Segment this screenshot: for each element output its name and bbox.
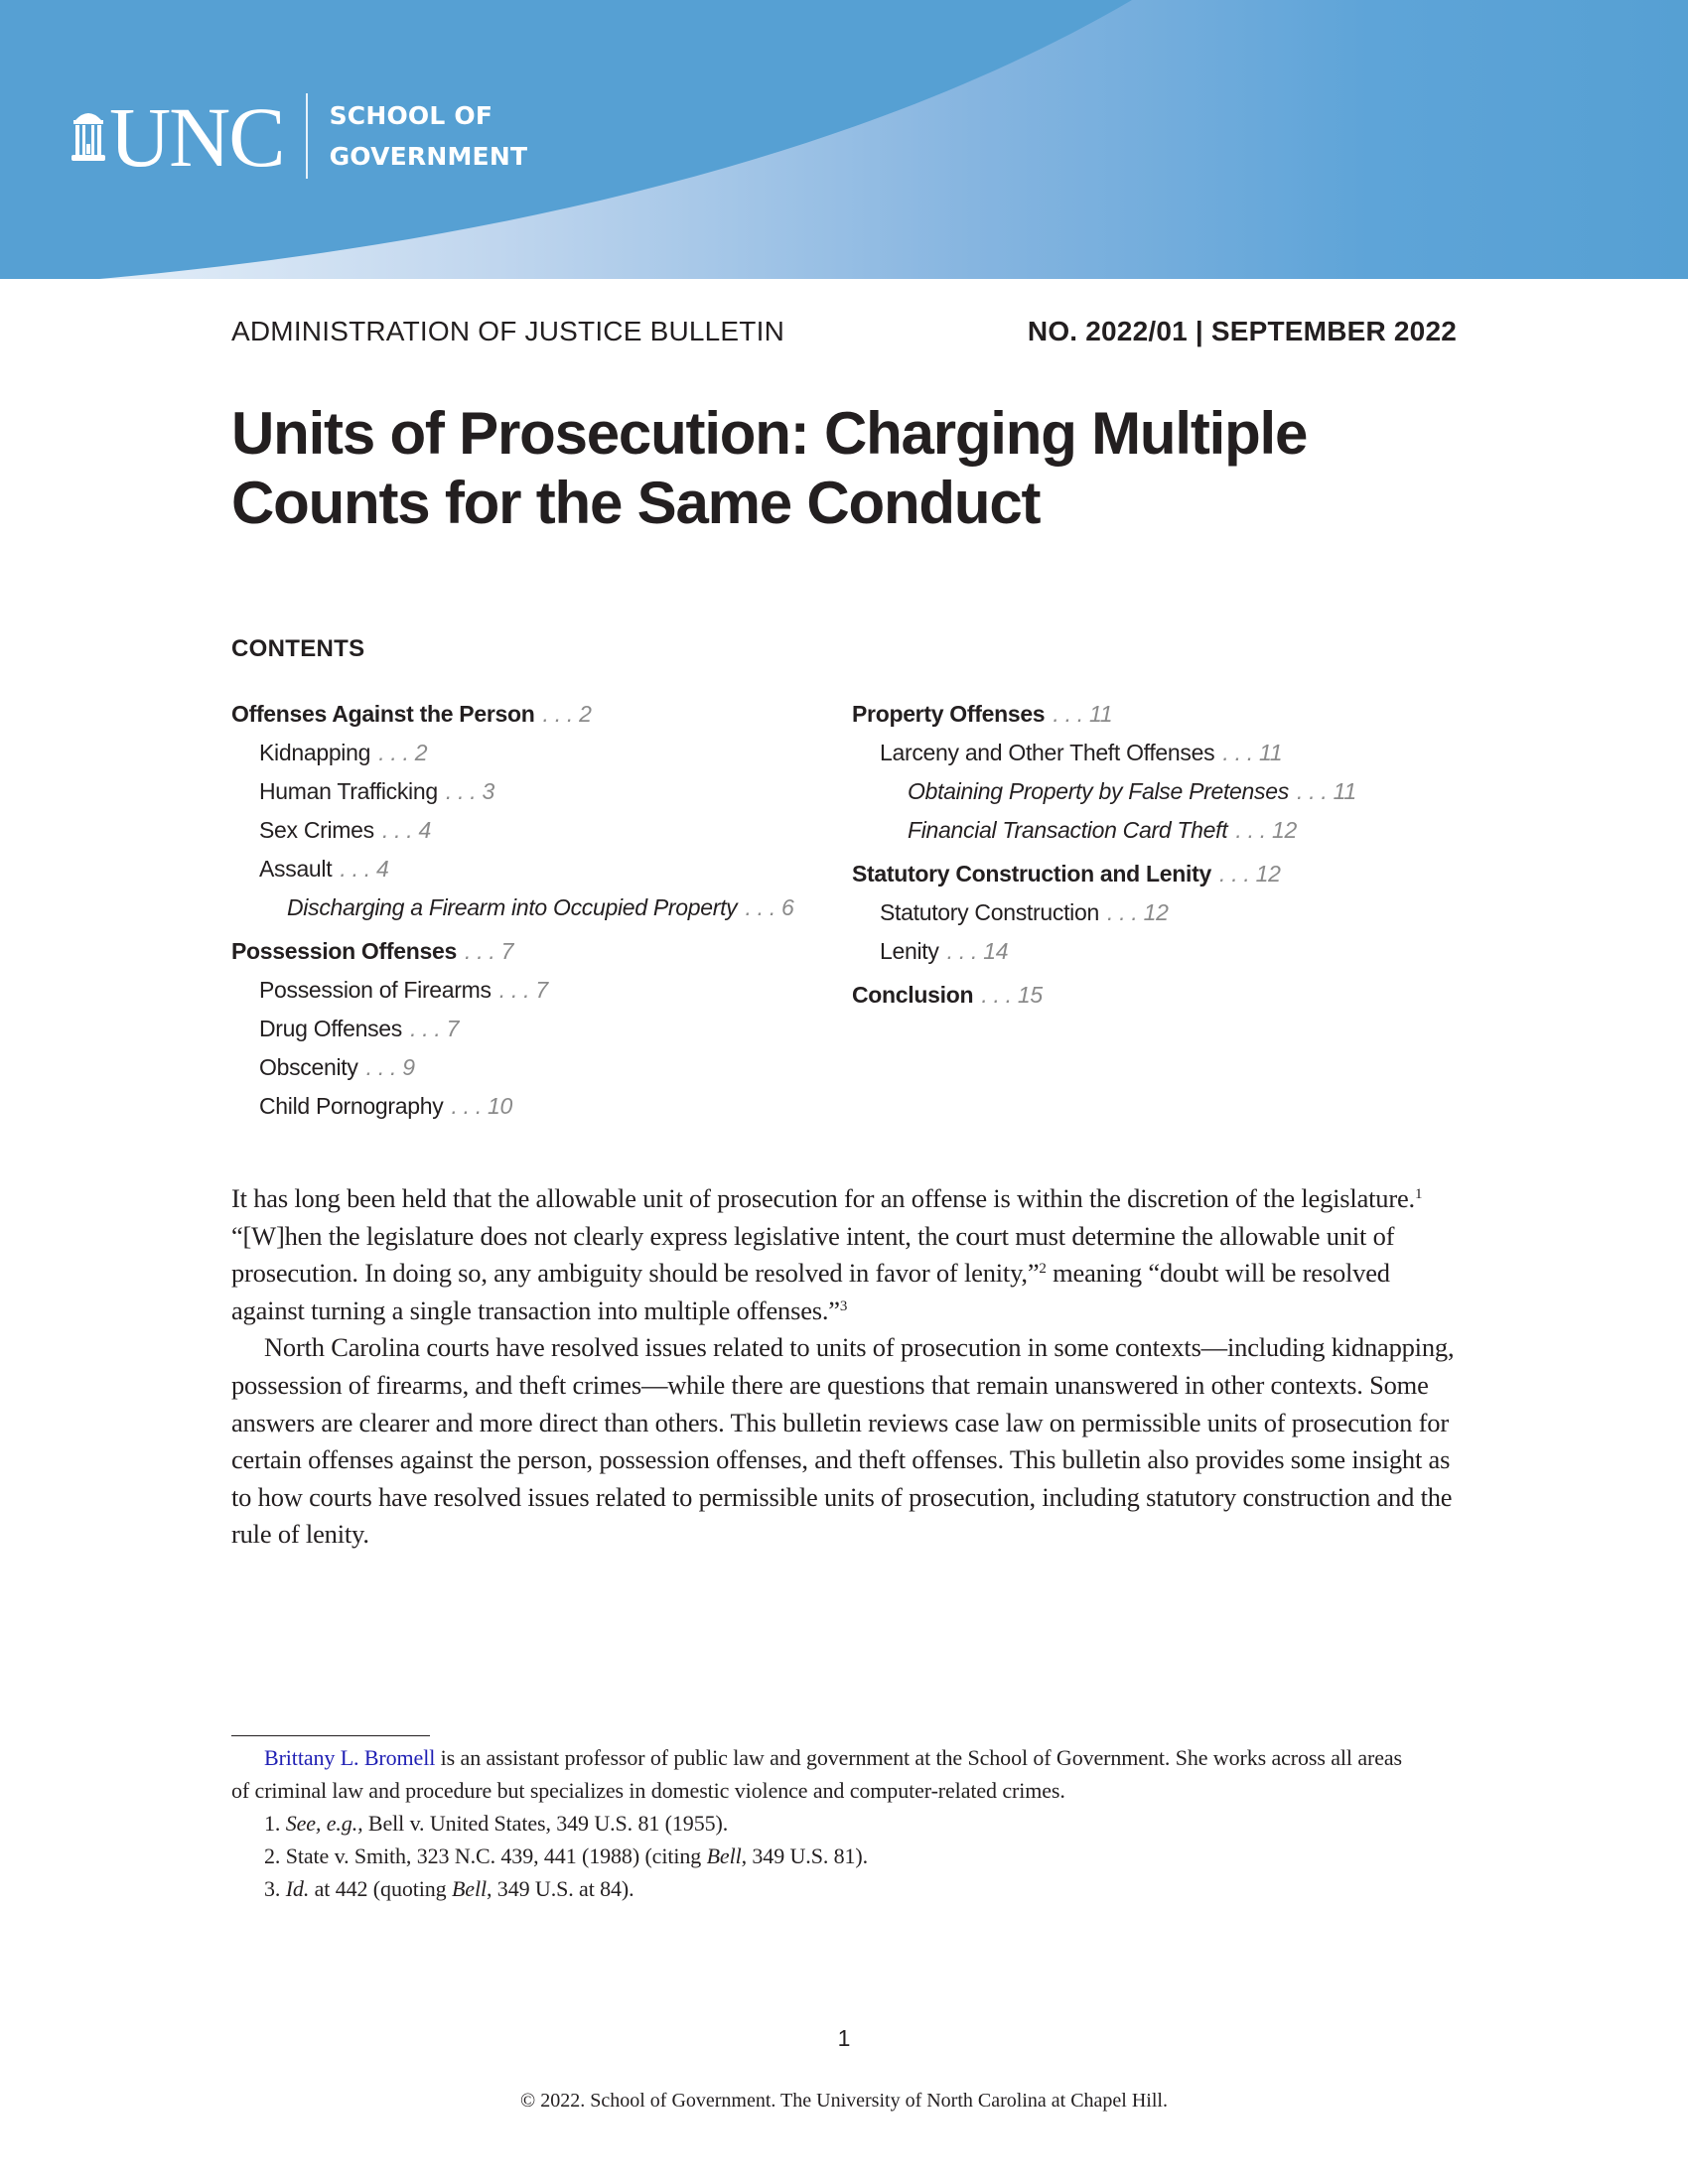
- toc-entry-label: Kidnapping: [259, 740, 371, 765]
- unc-wordmark: UNC: [109, 89, 284, 185]
- toc-right-column: [852, 695, 1356, 1015]
- toc-entry-label: Offenses Against the Person: [231, 701, 535, 727]
- toc-entry[interactable]: [231, 1010, 794, 1048]
- toc-entry-label: Assault: [259, 856, 333, 882]
- header-banner: [0, 0, 1688, 279]
- toc-entry-page: . . . 7: [403, 1016, 460, 1041]
- toc-entry[interactable]: [852, 695, 1356, 734]
- toc-entry-label: Financial Transaction Card Theft: [908, 817, 1228, 843]
- logo-divider: [306, 93, 308, 179]
- overview-paragraph: North Carolina courts have resolved issues related to units of prosecution in some contexts—including kidnapping, possession of firearms, and theft crimes—while there are questions that remain unanswered in other contexts. Some answers are clearer and more direct than others. This bulletin reviews case law on permissible units of prosecution for certain offenses against the person, possession offenses, and theft offenses. This bulletin also provides some insight as to how courts have resolved issues related to permissible units of prosecution, including statutory construction and the rule of lenity.: [231, 1332, 1455, 1550]
- toc-entry-page: . . . 12: [1100, 899, 1169, 925]
- document-title: [231, 399, 1473, 538]
- toc-entry-page: . . . 14: [940, 938, 1009, 964]
- contents-heading: CONTENTS: [231, 635, 365, 662]
- toc-entry[interactable]: [231, 734, 794, 772]
- toc-entry-label: Statutory Construction: [880, 899, 1099, 925]
- toc-entry[interactable]: [231, 888, 794, 927]
- toc-entry-label: Statutory Construction and Lenity: [852, 861, 1211, 887]
- toc-entry-label: Sex Crimes: [259, 817, 374, 843]
- intro-paragraph: It has long been held that the allowable unit of prosecution for an offense is within the discretion of the legislature.$^1$ “[W]hen the legislature does not clearly express legislative intent, the court must determine the allowable unit of prosecution. In doing so, any ambiguity should be resolved in favor of lenity,”$^2$ meaning “doubt will be resolved against turning a single transaction into multiple offenses.”$^3$: [231, 1183, 1423, 1325]
- toc-entry-label: Property Offenses: [852, 701, 1046, 727]
- toc-entry-page: . . . 12: [1212, 861, 1281, 887]
- toc-entry-label: Discharging a Firearm into Occupied Property: [287, 894, 738, 920]
- toc-entry[interactable]: [231, 811, 794, 850]
- toc-entry[interactable]: [852, 855, 1356, 893]
- unc-sog-logo: [71, 89, 528, 185]
- toc-entry[interactable]: [852, 976, 1356, 1015]
- toc-entry[interactable]: [852, 772, 1356, 811]
- toc-entry-label: Possession Offenses: [231, 938, 457, 964]
- toc-entry[interactable]: [231, 772, 794, 811]
- author-note: [231, 1741, 1403, 1807]
- toc-entry-label: Drug Offenses: [259, 1016, 402, 1041]
- toc-entry[interactable]: [852, 932, 1356, 971]
- toc-entry-page: . . . 6: [739, 894, 794, 920]
- body-text: [231, 1180, 1463, 1554]
- toc-entry-label: Obtaining Property by False Pretenses: [908, 778, 1289, 804]
- toc-entry[interactable]: [852, 893, 1356, 932]
- toc-entry-page: . . . 11: [1290, 778, 1356, 804]
- toc-entry-page: . . . 4: [375, 817, 431, 843]
- toc-entry-label: Larceny and Other Theft Offenses: [880, 740, 1215, 765]
- footnote-ref-2[interactable]: 2: [1039, 1261, 1047, 1278]
- toc-entry-label: Obscenity: [259, 1054, 358, 1080]
- toc-entry-label: Possession of Firearms: [259, 977, 492, 1003]
- toc-entry-page: . . . 4: [334, 856, 389, 882]
- school-of-government-wordmark: [330, 95, 528, 177]
- toc-entry-page: . . . 11: [1047, 701, 1113, 727]
- footnote-3: 3. Id. at 442 (quoting Bell, 349 U.S. at 84).: [264, 1876, 634, 1901]
- logo-line-1: SCHOOL OF: [329, 101, 493, 130]
- toc-entry[interactable]: [852, 734, 1356, 772]
- toc-entry-page: . . . 9: [359, 1054, 415, 1080]
- author-name-link[interactable]: Brittany L. Bromell: [264, 1745, 436, 1770]
- toc-entry-label: Human Trafficking: [259, 778, 438, 804]
- toc-entry-page: . . . 10: [445, 1093, 513, 1119]
- footnote-ref-1[interactable]: 1: [1414, 1186, 1423, 1202]
- toc-entry-page: . . . 7: [458, 938, 514, 964]
- toc-entry[interactable]: [852, 811, 1356, 850]
- bulletin-header: [231, 316, 1457, 347]
- logo-line-2: GOVERNMENT: [329, 142, 528, 171]
- toc-entry-label: Child Pornography: [259, 1093, 444, 1119]
- title-line-2: Counts for the Same Conduct: [231, 470, 1041, 536]
- toc-entry-page: . . . 2: [536, 701, 592, 727]
- author-bio: is an assistant professor of public law and government at the School of Government. She works across all areas of criminal law and procedure but specializes in domestic violence and computer-related crimes.: [231, 1745, 1403, 1803]
- bulletin-issue: NO. 2022/01 | SEPTEMBER 2022: [1027, 316, 1457, 346]
- footnotes: [231, 1741, 1403, 1905]
- copyright-notice: © 2022. School of Government. The University of North Carolina at Chapel Hill.: [520, 2090, 1168, 2112]
- toc-entry-page: . . . 11: [1216, 740, 1283, 765]
- toc-entry[interactable]: [231, 1048, 794, 1087]
- toc-entry-page: . . . 2: [372, 740, 428, 765]
- bulletin-series: ADMINISTRATION OF JUSTICE BULLETIN: [231, 316, 784, 346]
- toc-left-column: [231, 695, 794, 1126]
- footnote-2: 2. State v. Smith, 323 N.C. 439, 441 (1988) (citing Bell, 349 U.S. 81).: [264, 1843, 869, 1868]
- toc-entry-page: . . . 15: [975, 982, 1043, 1008]
- toc-entry[interactable]: [231, 850, 794, 888]
- toc-entry[interactable]: [231, 971, 794, 1010]
- footnote-ref-3[interactable]: 3: [839, 1297, 848, 1314]
- toc-entry-page: . . . 12: [1229, 817, 1297, 843]
- toc-entry-page: . . . 3: [439, 778, 494, 804]
- toc-entry[interactable]: [231, 932, 794, 971]
- toc-entry-label: Lenity: [880, 938, 939, 964]
- footnote-1: 1. See, e.g., Bell v. United States, 349 U.S. 81 (1955).: [264, 1811, 729, 1836]
- title-line-1: Units of Prosecution: Charging Multiple: [231, 400, 1308, 467]
- page-number: 1: [837, 2025, 851, 2051]
- toc-entry-page: . . . 7: [492, 977, 548, 1003]
- footnote-divider: [231, 1735, 430, 1736]
- toc-entry[interactable]: [231, 1087, 794, 1126]
- toc-entry[interactable]: [231, 695, 794, 734]
- toc-entry-label: Conclusion: [852, 982, 974, 1008]
- old-well-icon: [71, 106, 105, 166]
